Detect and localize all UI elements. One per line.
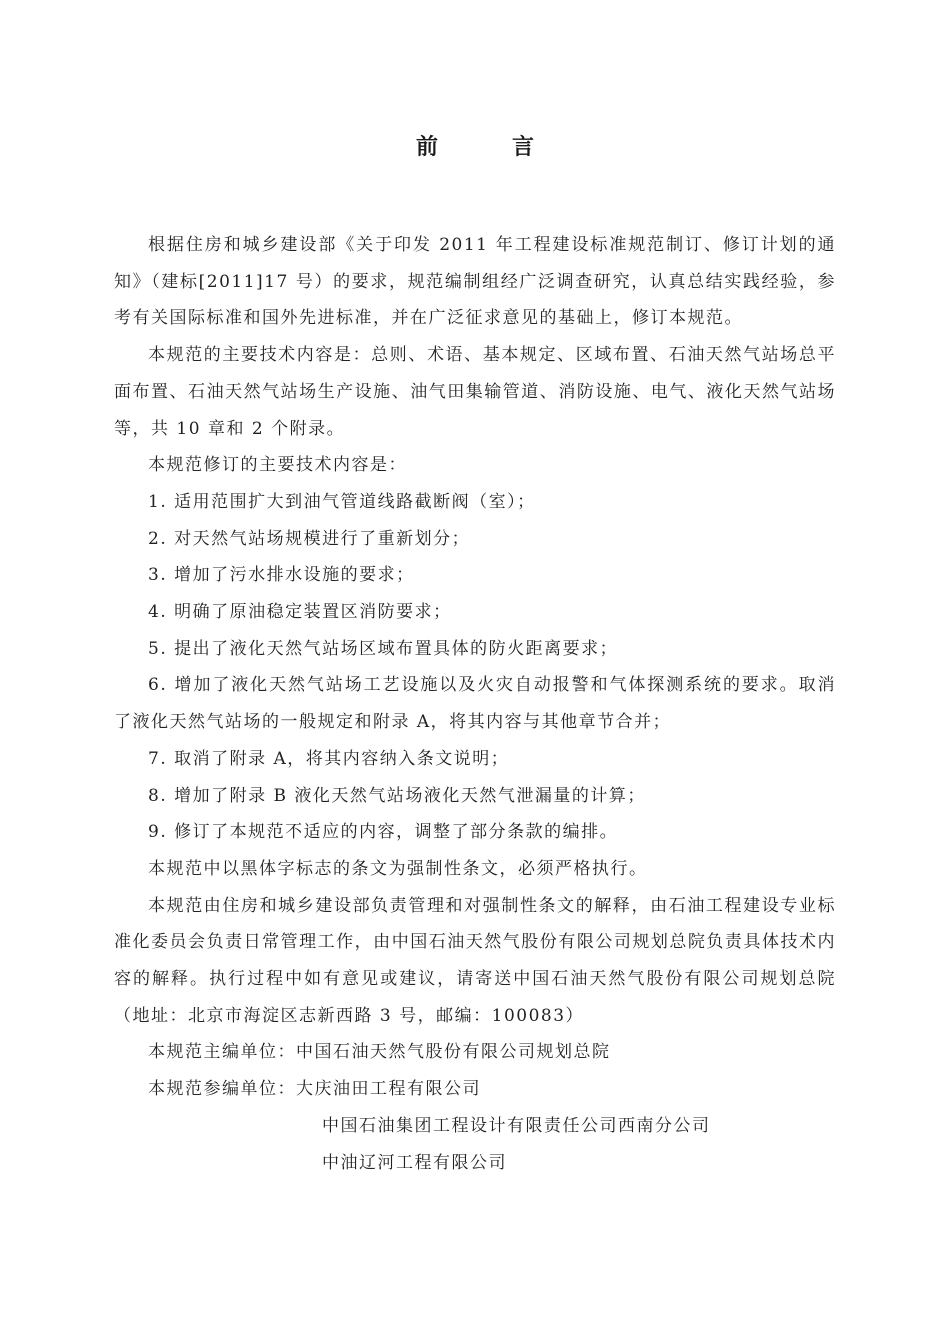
revision-item: 7. 取消了附录 A，将其内容纳入条文说明； xyxy=(148,748,510,769)
revision-item: 9. 修订了本规范不适应的内容，调整了部分条款的编排。 xyxy=(148,822,619,843)
revision-item: 1. 适用范围扩大到油气管道线路截断阀（室）； xyxy=(148,491,536,512)
participating-units-label: 本规范参编单位： xyxy=(148,1079,296,1100)
preface-body xyxy=(114,227,836,1181)
revision-item: 2. 对天然气站场规模进行了重新划分； xyxy=(148,528,471,549)
paragraph-revision-intro: 本规范修订的主要技术内容是： xyxy=(148,455,407,476)
participating-unit: 中国石油集团工程设计有限责任公司西南分公司 xyxy=(322,1115,711,1136)
participating-units-first xyxy=(114,1071,836,1108)
paragraph-mandatory-clauses: 本规范中以黑体字标志的条文为强制性条文，必须严格执行。 xyxy=(148,858,648,879)
revision-item: 3. 增加了污水排水设施的要求； xyxy=(148,565,415,586)
revision-item: 5. 提出了液化天然气站场区域布置具体的防火距离要求； xyxy=(148,638,619,659)
revision-item: 8. 增加了附录 B 液化天然气站场液化天然气泄漏量的计算； xyxy=(148,785,646,806)
chief-editor-unit: 本规范主编单位：中国石油天然气股份有限公司规划总院 xyxy=(148,1042,611,1063)
revision-item: 6. 增加了液化天然气站场工艺设施以及火灾自动报警和气体探测系统的要求。取消了液化天然气站场的一般规定和附录 A，将其内容与其他章节合并； xyxy=(114,675,836,733)
paragraph-main-contents: 本规范的主要技术内容是：总则、术语、基本规定、区域布置、石油天然气站场总平面布置、石油天然气站场生产设施、油气田集输管道、消防设施、电气、液化天然气站场等，共 10 章和 2 个附录。 xyxy=(114,345,836,439)
page-title: 前 言 xyxy=(415,135,560,160)
participating-unit: 中油辽河工程有限公司 xyxy=(322,1152,507,1173)
revision-item: 4. 明确了原油稳定装置区消防要求； xyxy=(148,602,452,623)
participating-unit: 大庆油田工程有限公司 xyxy=(296,1079,481,1100)
paragraph-administration: 本规范由住房和城乡建设部负责管理和对强制性条文的解释，由石油工程建设专业标准化委员会负责日常管理工作，由中国石油天然气股份有限公司规划总院负责具体技术内容的解释。执行过程中如有意见或建议，请寄送中国石油天然气股份有限公司规划总院（地址：北京市海淀区志新西路 3 号，邮编：100083） xyxy=(114,895,836,1026)
paragraph-background: 根据住房和城乡建设部《关于印发 2011 年工程建设标准规范制订、修订计划的通知》（建标[2011]17 号）的要求，规范编制组经广泛调查研究，认真总结实践经验，参考有关国际标准和国外先进标准，并在广泛征求意见的基础上，修订本规范。 xyxy=(114,235,836,329)
